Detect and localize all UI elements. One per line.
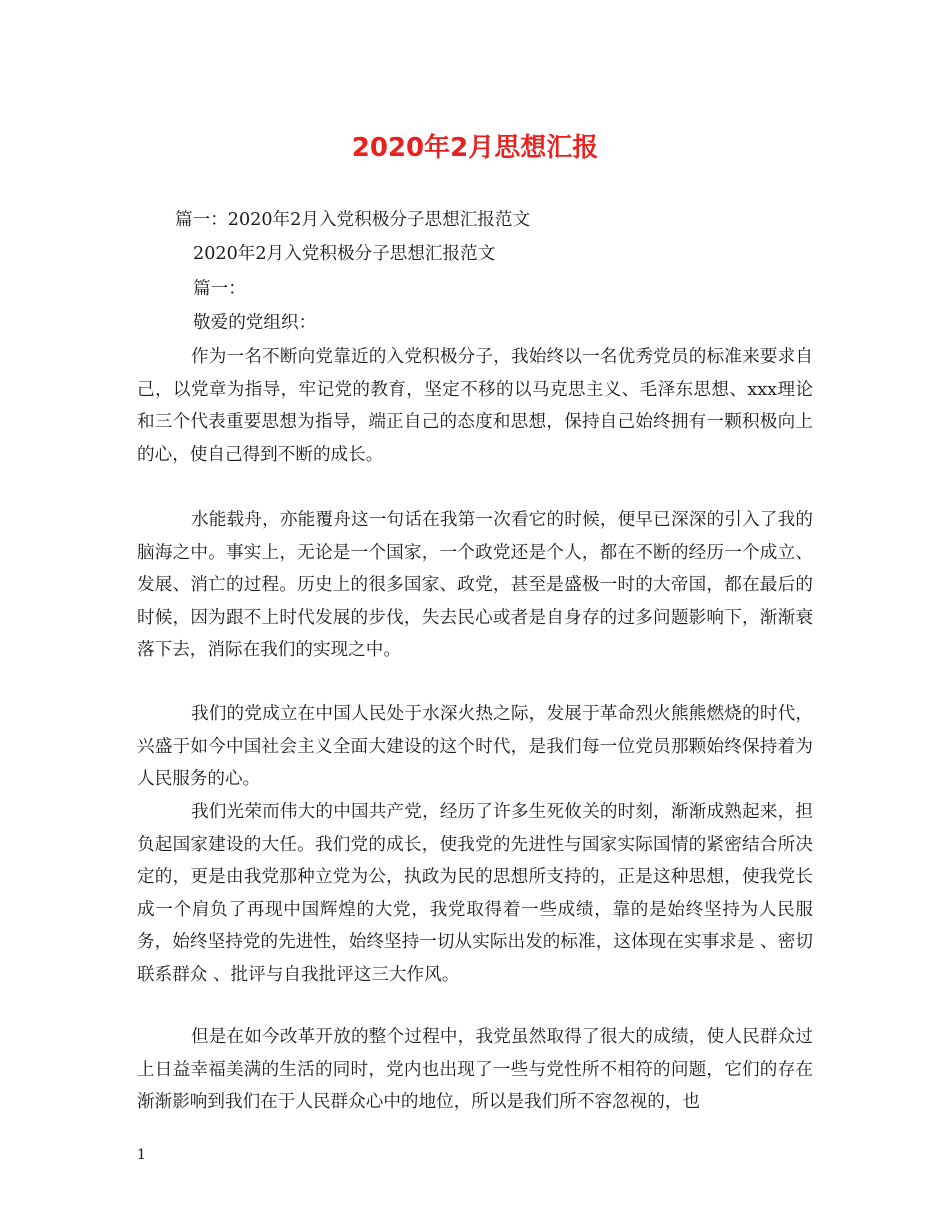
page-number: 1 [137,1147,146,1163]
document-title: 2020年2月思想汇报 [351,133,599,163]
body-paragraph-5: 但是在如今改革开放的整个过程中，我党虽然取得了很大的成绩，使人民群众过上日益幸福美满的生活的同时，党内也出现了一些与党性所不相符的问题，它们的存在渐渐影响到我们在于人民群众心中的地位，所以是我们所不容忽视的，也 [137,1027,813,1112]
body-paragraph-2: 水能载舟，亦能覆舟这一句话在我第一次看它的时候，便早已深深的引入了我的脑海之中。事实上，无论是一个国家，一个政党还是个人，都在不断的经历一个成立、发展、消亡的过程。历史上的很多国家、政党，甚至是盛极一时的大帝国，都在最后的时候，因为跟不上时代发展的步伐，失去民心或者是自身存的过多问题影响下，渐渐衰落下去，消际在我们的实现之中。 [137,510,813,660]
body-paragraph-3: 我们的党成立在中国人民处于水深火热之际，发展于革命烈火熊熊燃烧的时代，兴盛于如今中国社会主义全面大建设的这个时代，是我们每一位党员那颗始终保持着为人民服务的心。 [137,704,813,789]
salutation: 敬爱的党组织： [193,313,317,333]
section-label: 篇一： [193,279,246,299]
body-paragraph-4: 我们光荣而伟大的中国共产党，经历了许多生死攸关的时刻，渐渐成熟起来，担负起国家建设的大任。我们党的成长，使我党的先进性与国家实际国情的紧密结合所决定的，更是由我党那种立党为公，执政为民的思想所支持的，正是这种思想，使我党长成一个肩负了再现中国辉煌的大党，我党取得着一些成绩，靠的是始终坚持为人民服务，始终坚持党的先进性，始终坚持一切从实际出发的标准，这体现在实事求是 、密切联系群众 、批评与自我批评这三大作风。 [137,802,813,985]
body-paragraph-1: 作为一名不断向党靠近的入党积极分子，我始终以一名优秀党员的标准来要求自己，以党章为指导，牢记党的教育，坚定不移的以马克思主义、毛泽东思想、xxx理论和三个代表重要思想为指导，端正自己的态度和思想，保持自己始终拥有一颗积极向上的心，使自己得到不断的成长。 [137,347,813,465]
article-subheading: 2020年2月入党积极分子思想汇报范文 [193,244,496,264]
article-heading: 篇一：2020年2月入党积极分子思想汇报范文 [175,210,531,230]
